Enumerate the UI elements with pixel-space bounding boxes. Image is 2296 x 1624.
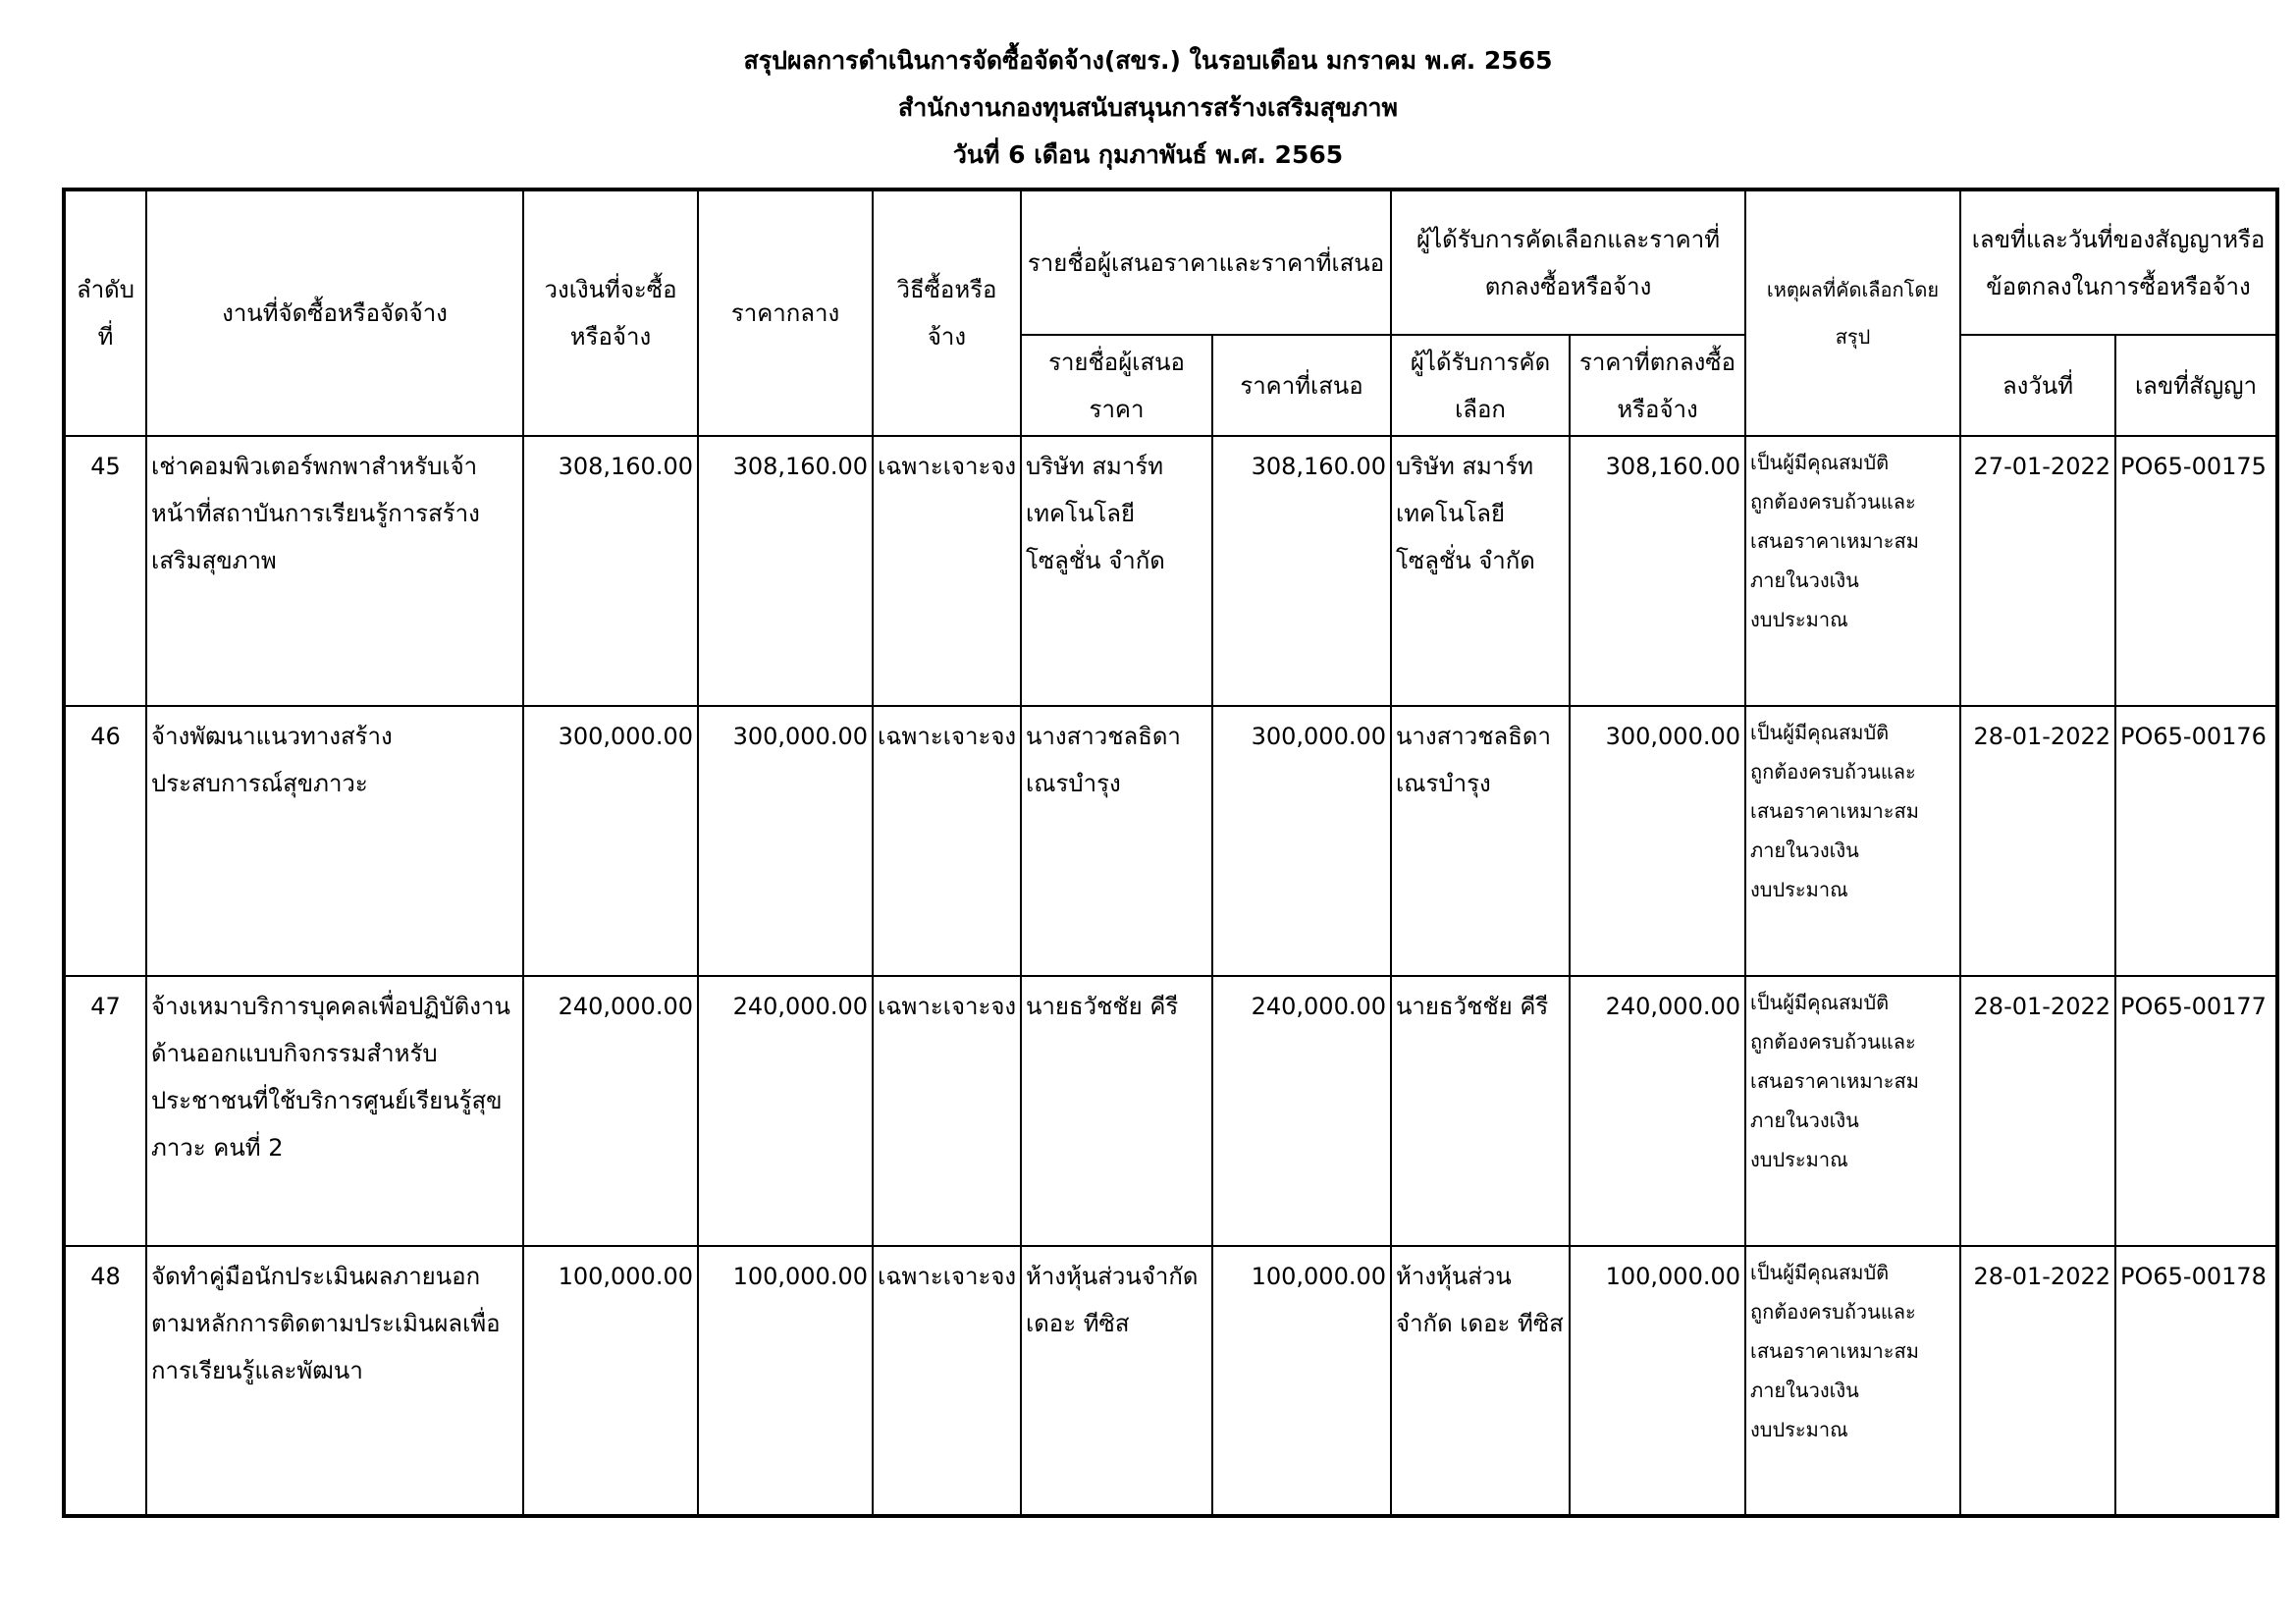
- col-header-no: ลำดับที่: [64, 189, 146, 436]
- col-header-selected: ผู้ได้รับการคัดเลือกและราคาที่ตกลงซื้อหรือจ้าง: [1391, 189, 1745, 335]
- col-header-selected-name: ผู้ได้รับการคัดเลือก: [1391, 335, 1570, 436]
- row-method: เฉพาะเจาะจง: [873, 1246, 1021, 1516]
- row-bidder: นายธวัชชัย คีรี: [1021, 976, 1212, 1246]
- row-budget: 300,000.00: [523, 706, 698, 976]
- row-bid-price: 308,160.00: [1212, 436, 1391, 706]
- row-contract-date: 28-01-2022: [1960, 1246, 2115, 1516]
- row-contract-no: PO65-00175: [2115, 436, 2277, 706]
- row-bidder: บริษัท สมาร์ท เทคโนโลยี โซลูชั่น จำกัด: [1021, 436, 1212, 706]
- col-header-work: งานที่จัดซื้อหรือจัดจ้าง: [146, 189, 523, 436]
- row-method: เฉพาะเจาะจง: [873, 976, 1021, 1246]
- col-header-contract-no: เลขที่สัญญา: [2115, 335, 2277, 436]
- row-budget: 100,000.00: [523, 1246, 698, 1516]
- row-agreed-price: 100,000.00: [1570, 1246, 1745, 1516]
- row-bid-price: 300,000.00: [1212, 706, 1391, 976]
- row-reason: เป็นผู้มีคุณสมบัติ ถูกต้องครบถ้วนและ เสนอราคาเหมาะสม ภายในวงเงิน งบประมาณ: [1745, 436, 1960, 706]
- row-median: 300,000.00: [698, 706, 873, 976]
- row-bidder: ห้างหุ้นส่วนจำกัด เดอะ ทีซิส: [1021, 1246, 1212, 1516]
- table-row: [64, 976, 2277, 1246]
- row-contract-no: PO65-00178: [2115, 1246, 2277, 1516]
- col-header-contract: เลขที่และวันที่ของสัญญาหรือข้อตกลงในการซื้อหรือจ้าง: [1960, 189, 2277, 335]
- header-row-top: [64, 189, 2277, 335]
- col-header-median: ราคากลาง: [698, 189, 873, 436]
- row-no: 45: [64, 436, 146, 706]
- row-method: เฉพาะเจาะจง: [873, 706, 1021, 976]
- row-reason: เป็นผู้มีคุณสมบัติ ถูกต้องครบถ้วนและ เสนอราคาเหมาะสม ภายในวงเงิน งบประมาณ: [1745, 706, 1960, 976]
- row-agreed-price: 240,000.00: [1570, 976, 1745, 1246]
- row-agreed-price: 308,160.00: [1570, 436, 1745, 706]
- row-selected: นางสาวชลธิดา เณรบำรุง: [1391, 706, 1570, 976]
- row-median: 100,000.00: [698, 1246, 873, 1516]
- row-budget: 308,160.00: [523, 436, 698, 706]
- row-work: เช่าคอมพิวเตอร์พกพาสำหรับเจ้าหน้าที่สถาบันการเรียนรู้การสร้างเสริมสุขภาพ: [146, 436, 523, 706]
- col-header-agreed-price: ราคาที่ตกลงซื้อหรือจ้าง: [1570, 335, 1745, 436]
- col-header-reason: เหตุผลที่คัดเลือกโดยสรุป: [1745, 189, 1960, 436]
- row-no: 46: [64, 706, 146, 976]
- row-contract-no: PO65-00176: [2115, 706, 2277, 976]
- row-agreed-price: 300,000.00: [1570, 706, 1745, 976]
- col-header-bidder-name: รายชื่อผู้เสนอราคา: [1021, 335, 1212, 436]
- document-header: [0, 37, 2296, 179]
- row-bid-price: 100,000.00: [1212, 1246, 1391, 1516]
- row-selected: นายธวัชชัย คีรี: [1391, 976, 1570, 1246]
- row-reason: เป็นผู้มีคุณสมบัติ ถูกต้องครบถ้วนและ เสนอราคาเหมาะสม ภายในวงเงิน งบประมาณ: [1745, 1246, 1960, 1516]
- organization-name: สำนักงานกองทุนสนับสนุนการสร้างเสริมสุขภาพ: [897, 93, 1399, 122]
- row-bidder: นางสาวชลธิดา เณรบำรุง: [1021, 706, 1212, 976]
- row-work: จ้างเหมาบริการบุคคลเพื่อปฏิบัติงานด้านออกแบบกิจกรรมสำหรับประชาชนที่ใช้บริการศูนย์เรียนรู้สุขภาวะ คนที่ 2: [146, 976, 523, 1246]
- table-row: [64, 1246, 2277, 1516]
- row-work: จ้างพัฒนาแนวทางสร้างประสบการณ์สุขภาวะ: [146, 706, 523, 976]
- row-selected: บริษัท สมาร์ท เทคโนโลยี โซลูชั่น จำกัด: [1391, 436, 1570, 706]
- row-median: 308,160.00: [698, 436, 873, 706]
- report-title: สรุปผลการดำเนินการจัดซื้อจัดจ้าง(สขร.) ในรอบเดือน มกราคม พ.ศ. 2565: [743, 46, 1553, 75]
- col-header-contract-date: ลงวันที่: [1960, 335, 2115, 436]
- row-contract-date: 28-01-2022: [1960, 706, 2115, 976]
- col-header-method: วิธีซื้อหรือจ้าง: [873, 189, 1021, 436]
- row-contract-date: 28-01-2022: [1960, 976, 2115, 1246]
- row-method: เฉพาะเจาะจง: [873, 436, 1021, 706]
- row-budget: 240,000.00: [523, 976, 698, 1246]
- col-header-budget: วงเงินที่จะซื้อหรือจ้าง: [523, 189, 698, 436]
- row-reason: เป็นผู้มีคุณสมบัติ ถูกต้องครบถ้วนและ เสนอราคาเหมาะสม ภายในวงเงิน งบประมาณ: [1745, 976, 1960, 1246]
- row-median: 240,000.00: [698, 976, 873, 1246]
- row-bid-price: 240,000.00: [1212, 976, 1391, 1246]
- row-contract-date: 27-01-2022: [1960, 436, 2115, 706]
- row-selected: ห้างหุ้นส่วนจำกัด เดอะ ทีซิส: [1391, 1246, 1570, 1516]
- row-contract-no: PO65-00177: [2115, 976, 2277, 1246]
- report-date: วันที่ 6 เดือน กุมภาพันธ์ พ.ศ. 2565: [952, 140, 1344, 169]
- table-row: [64, 436, 2277, 706]
- row-no: 48: [64, 1246, 146, 1516]
- col-header-bid-price: ราคาที่เสนอ: [1212, 335, 1391, 436]
- col-header-bidders: รายชื่อผู้เสนอราคาและราคาที่เสนอ: [1021, 189, 1391, 335]
- table-row: [64, 706, 2277, 976]
- procurement-table: [62, 188, 2279, 1518]
- row-work: จัดทำคู่มือนักประเมินผลภายนอกตามหลักการติดตามประเมินผลเพื่อการเรียนรู้และพัฒนา: [146, 1246, 523, 1516]
- row-no: 47: [64, 976, 146, 1246]
